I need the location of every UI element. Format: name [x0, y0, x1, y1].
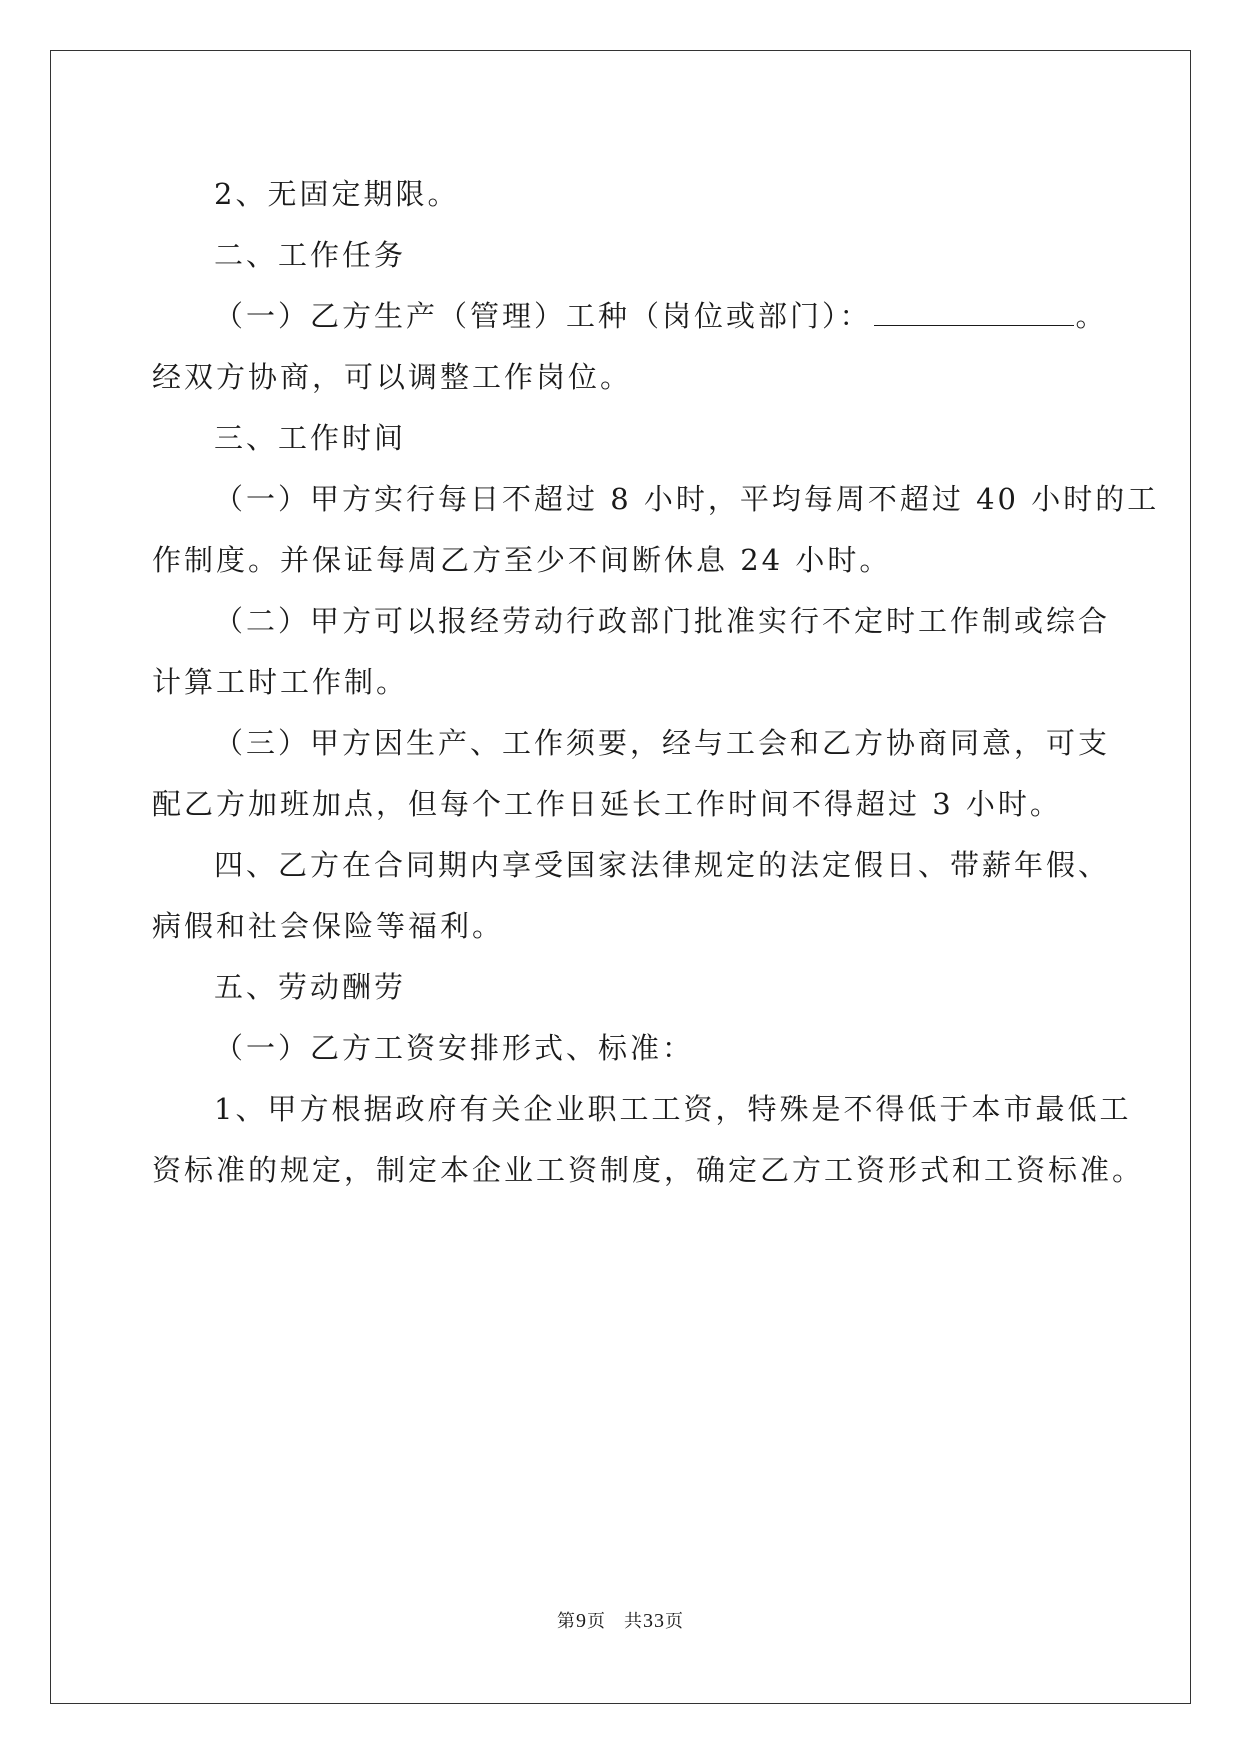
- paragraph-line: （二）甲方可以报经劳动行政部门批准实行不定时工作制或综合: [214, 604, 1111, 638]
- paragraph-line: 计算工时工作制。: [152, 665, 409, 699]
- footer-total-suffix: 页: [665, 1611, 684, 1632]
- paragraph-line: 2、无固定期限。: [214, 177, 460, 211]
- footer-total-prefix: 共: [624, 1611, 643, 1632]
- paragraph-line: （一）乙方工资安排形式、标准：: [214, 1031, 695, 1065]
- paragraph-line: （一）乙方生产（管理）工种（岗位或部门）： 。: [214, 299, 1108, 333]
- paragraph-line: 病假和社会保险等福利。: [152, 909, 505, 943]
- paragraph-line: 资标准的规定，制定本企业工资制度，确定乙方工资形式和工资标准。: [152, 1153, 1145, 1187]
- total-pages-number: 33: [643, 1610, 665, 1632]
- page-footer: [0, 1607, 1241, 1633]
- paragraph-line: 作制度。并保证每周乙方至少不间断休息 24 小时。: [152, 543, 892, 577]
- footer-prefix: 第: [557, 1611, 576, 1632]
- paragraph-line: 1、甲方根据政府有关企业职工工资，特殊是不得低于本市最低工: [214, 1092, 1132, 1126]
- section-heading: 五、劳动酬劳: [214, 970, 407, 1004]
- footer-page-word: 页: [587, 1611, 606, 1632]
- section-heading: 四、乙方在合同期内享受国家法律规定的法定假日、带薪年假、: [214, 848, 1111, 882]
- paragraph-line: 经双方协商，可以调整工作岗位。: [152, 360, 633, 394]
- paragraph-line: （一）甲方实行每日不超过 8 小时，平均每周不超过 40 小时的工: [214, 482, 1160, 516]
- paragraph-line: （三）甲方因生产、工作须要，经与工会和乙方协商同意，可支: [214, 726, 1111, 760]
- document-body: [152, 164, 1160, 1201]
- section-heading: 三、工作时间: [214, 421, 407, 455]
- paragraph-line: 配乙方加班加点，但每个工作日延长工作时间不得超过 3 小时。: [152, 787, 1062, 821]
- current-page-number: 9: [576, 1610, 587, 1632]
- section-heading: 二、工作任务: [214, 238, 407, 272]
- fill-in-blank: [874, 303, 1074, 326]
